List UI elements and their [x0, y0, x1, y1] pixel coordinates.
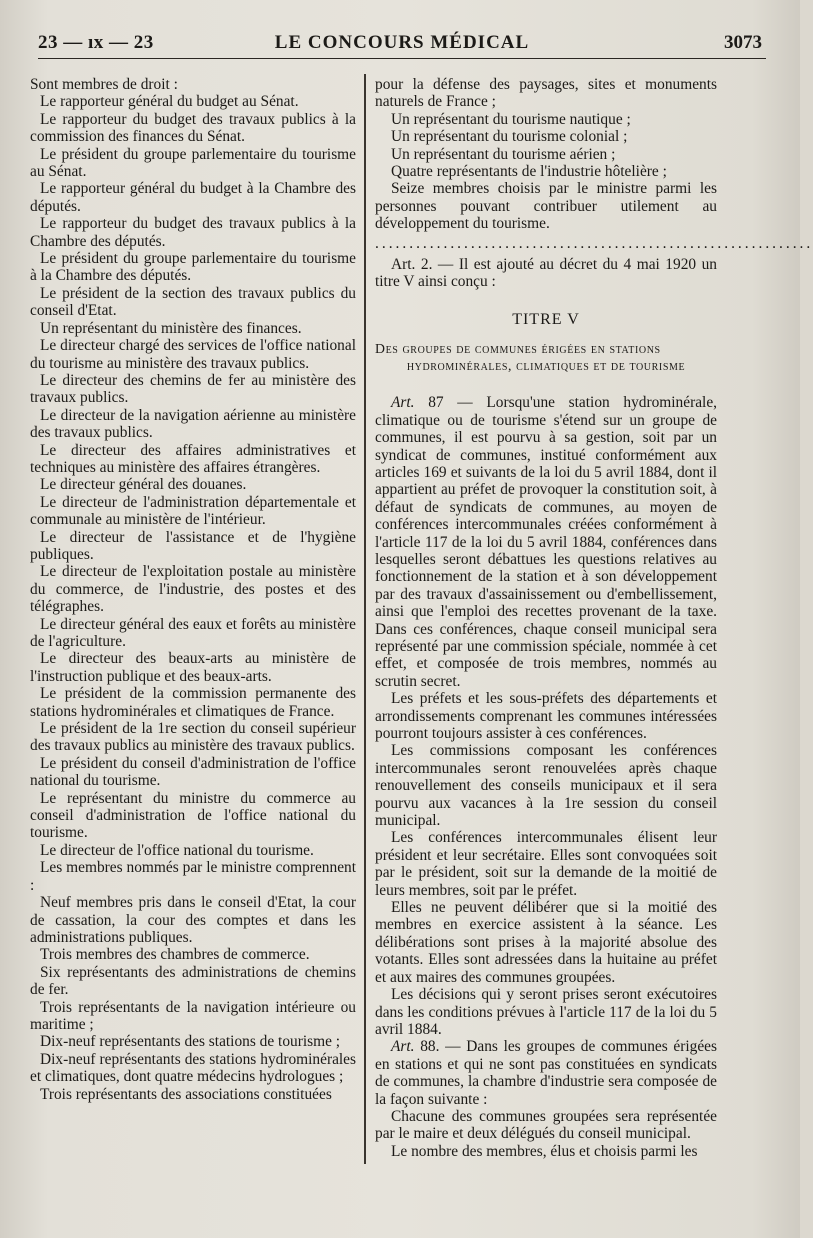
section-subtitle [375, 340, 717, 374]
article-87 [375, 394, 717, 690]
paragraph: Les commissions composant les conférences intercommunales seront renouvelées après chaque renouvellement des conseils municipaux et il sera pourvu aux vacances à la 1re session du conseil municipal. [375, 742, 717, 830]
ellipsis-separator: ................................................................ [375, 234, 813, 252]
paragraph: Le président de la section des travaux publics du conseil d'Etat. [30, 284, 356, 320]
left-column [30, 76, 356, 1103]
paragraph: Chacune des communes groupées sera représentée par le maire et deux délégués du conseil municipal. [375, 1107, 717, 1143]
paragraph: Le directeur de l'exploitation postale au ministère du commerce, de l'industrie, des postes et des télégraphes. [30, 563, 356, 616]
paragraph: Un représentant du tourisme colonial ; [391, 128, 628, 146]
article-2: Art. 2. — Il est ajouté au décret du 4 mai 1920 un titre V ainsi conçu : [375, 256, 717, 291]
paragraph: Le directeur chargé des services de l'office national du tourisme au ministère des travaux publics. [30, 337, 356, 372]
subtitle-line: hydrominérales, climatiques et de tourisme [406, 358, 686, 374]
paragraph: Le directeur de la navigation aérienne au ministère des travaux publics. [30, 406, 356, 442]
paragraph: Dix-neuf représentants des stations de tourisme ; [40, 1033, 341, 1051]
article-88 [375, 1038, 717, 1108]
issue-date: 23 — ıx — 23 [38, 32, 154, 53]
paragraph: Les conférences intercommunales élisent leur président et leur secrétaire. Elles sont convoquées soit par le président, soit sur la demande de la moitié de leurs membres, soit par le préfet. [375, 829, 717, 899]
page-number: 3073 [724, 32, 762, 53]
article-label: Art. [391, 1038, 415, 1056]
paragraph: Le président du groupe parlementaire du tourisme à la Chambre des députés. [30, 250, 356, 285]
page-header [38, 30, 766, 59]
paragraph: Seize membres choisis par le ministre parmi les personnes pouvant contribuer utilement au développement du tourisme. [375, 180, 717, 233]
paragraph: Le président du groupe parlementaire du tourisme au Sénat. [30, 145, 356, 181]
paragraph: Le directeur des beaux-arts au ministère de l'instruction publique et des beaux-arts. [30, 650, 356, 685]
paragraph: Dix-neuf représentants des stations hydrominérales et climatiques, dont quatre médecins hydrologues ; [30, 1050, 356, 1086]
paragraph: Sont membres de droit : [30, 76, 178, 93]
column-divider [364, 74, 366, 1164]
paragraph: Le directeur des chemins de fer au ministère des travaux publics. [30, 371, 356, 407]
paragraph: Trois représentants de la navigation intérieure ou maritime ; [30, 998, 356, 1033]
paragraph: Les membres nommés par le ministre comprennent : [30, 859, 356, 894]
paragraph: Le rapporteur général du budget à la Chambre des députés. [30, 180, 356, 215]
paragraph: Le directeur de l'office national du tourisme. [40, 841, 314, 859]
paragraph: Elles ne peuvent délibérer que si la moitié des membres en exercice assistent à la séance. Les délibérations sont prises à la majorité absolue des votants. Elles sont adressées dans la huitaine au préfet et aux maires des communes groupées. [375, 899, 717, 986]
paragraph: pour la défense des paysages, sites et monuments naturels de France ; [375, 76, 717, 111]
right-column [375, 76, 813, 1160]
article-text: 87 — Lorsqu'une station hydrominérale, climatique ou de tourisme s'étend sur un groupe de communes, il est pourvu à sa gestion, soit par un syndicat de communes, institué conformément aux articles 169 et suivants de la loi du 5 avril 1884, dont il appartient au préfet de provoquer la constitution soit, à défaut de syndicats de communes, au moyen de conférences intercommunales créées conformément à l'article 117 de la loi du 5 avril 1884, conférences dans lesquelles seront débattues les questions relatives au fonctionnement de la station et à son développement par des travaux d'assainissement ou d'embellissement, ainsi que l'emploi des recettes provenant de la taxe. Dans ces conférences, chaque conseil municipal sera représenté par une commission spéciale, nommée à cet effet, et composée de trois membres, nommés au scrutin secret. [375, 394, 717, 690]
paragraph: Un représentant du tourisme nautique ; [391, 110, 631, 128]
paragraph: Trois représentants des associations constituées [40, 1085, 332, 1103]
paragraph: Le rapporteur général du budget au Sénat. [40, 93, 299, 111]
paragraph: Le président de la 1re section du conseil supérieur des travaux publics au ministère des travaux publics. [30, 720, 356, 755]
paragraph: Les préfets et les sous-préfets des départements et arrondissements comprenant les communes intéressées pourront toujours assister à ces conférences. [375, 690, 717, 742]
article-text: 88. — Dans les groupes de communes érigées en stations et qui ne sont pas constituées en syndicats de communes, la chambre d'industrie sera composée de la façon suivante : [375, 1038, 717, 1108]
paragraph: Le nombre des membres, élus et choisis parmi les [391, 1142, 698, 1160]
paragraph: Le directeur de l'assistance et de l'hygiène publiques. [30, 528, 356, 563]
paragraph: Le directeur des affaires administratives et techniques au ministère des affaires étrangères. [30, 441, 356, 476]
paragraph: Trois membres des chambres de commerce. [40, 946, 310, 964]
subtitle-line: Des groupes de communes érigées en stations [375, 341, 661, 357]
paragraph: Le directeur général des douanes. [40, 476, 247, 494]
paragraph: Le président du conseil d'administration de l'office national du tourisme. [30, 754, 356, 790]
paragraph: Les décisions qui y seront prises seront exécutoires dans les conditions prévues à l'article 117 de la loi du 5 avril 1884. [375, 986, 717, 1038]
journal-title: LE CONCOURS MÉDICAL [274, 32, 530, 53]
paragraph: Le directeur de l'administration départementale et communale au ministère de l'intérieur. [30, 493, 356, 529]
paragraph: Le représentant du ministre du commerce au conseil d'administration de l'office national du tourisme. [30, 789, 356, 842]
paragraph: Quatre représentants de l'industrie hôtelière ; [391, 163, 667, 181]
paragraph: Le rapporteur du budget des travaux publics à la commission des finances du Sénat. [30, 110, 356, 146]
paragraph: Le président de la commission permanente des stations hydrominérales et climatiques de France. [30, 685, 356, 720]
article-label: Art. [391, 394, 415, 412]
section-title: TITRE V [512, 310, 580, 328]
paragraph: Un représentant du tourisme aérien ; [391, 145, 616, 163]
paragraph: Neuf membres pris dans le conseil d'Etat, la cour de cassation, la cour des comptes et dans les administrations publiques. [30, 894, 356, 946]
paragraph: Le rapporteur du budget des travaux publics à la Chambre des députés. [30, 215, 356, 250]
paragraph: Six représentants des administrations de chemins de fer. [30, 963, 356, 999]
paragraph: Un représentant du ministère des finances. [40, 319, 302, 337]
paragraph: Le directeur général des eaux et forêts au ministère de l'agriculture. [30, 615, 356, 650]
